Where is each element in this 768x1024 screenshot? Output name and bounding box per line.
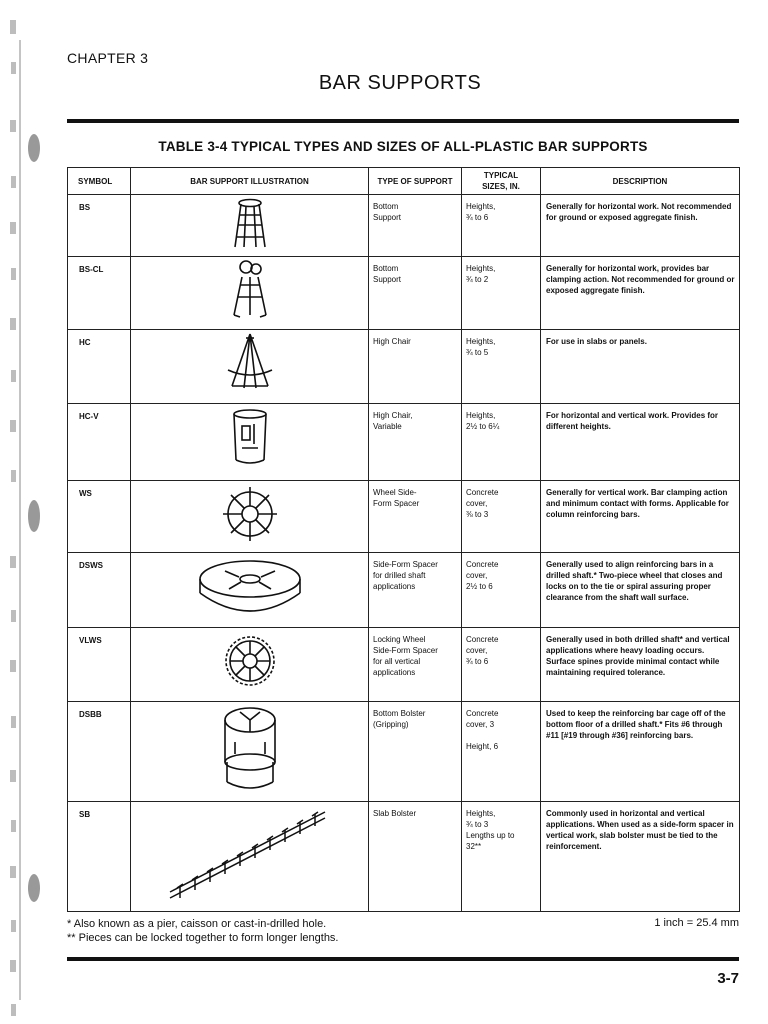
symbol-cell: DSBB [68,702,131,802]
illustration-cell [131,257,369,330]
table-row [68,553,740,628]
variable-high-chair-icon [220,404,280,470]
description-cell: Commonly used in horizontal and vertical applications. When used as a side-form spacer in vertical work, slab bolster must be tied to the reinforcement. [541,802,740,912]
illustration-cell [131,195,369,257]
symbol-cell: SB [68,802,131,912]
illustration-cell [131,481,369,553]
locking-wheel-icon [218,628,282,694]
chapter-label: CHAPTER 3 [67,50,149,66]
illustration-cell [131,628,369,702]
table-row [68,404,740,481]
description-cell: For use in slabs or panels. [541,330,740,404]
unit-conversion: 1 inch = 25.4 mm [654,917,739,929]
sizes-cell: Heights, 2½ to 6¼ [462,404,541,481]
symbol-cell: BS-CL [68,257,131,330]
sizes-cell: Concrete cover, ¾ to 6 [462,628,541,702]
bar-support-table [67,167,740,912]
col-header-sizes: TYPICAL SIZES, IN. [462,168,541,195]
footnote-lengths: ** Pieces can be locked together to form longer lengths. [67,932,339,944]
type-cell: Side-Form Spacer for drilled shaft applications [369,553,462,628]
table-row [68,802,740,912]
sizes-cell: Concrete cover, 2½ to 6 [462,553,541,628]
type-cell: Bottom Support [369,195,462,257]
table-title: TABLE 3-4 TYPICAL TYPES AND SIZES OF ALL-PLASTIC BAR SUPPORTS [158,139,648,154]
gripping-bolster-icon [215,702,285,794]
table-row [68,702,740,802]
type-cell: Slab Bolster [369,802,462,912]
table-row [68,628,740,702]
page-title: BAR SUPPORTS [318,72,482,94]
description-cell: Generally used to align reinforcing bars in a drilled shaft.* Two-piece wheel that closes and locks on to the tie or spiral assuring proper clearance from the shaft wall surface. [541,553,740,628]
sizes-cell: Heights, ¾ to 3 Lengths up to 32** [462,802,541,912]
illustration-cell [131,702,369,802]
description-cell: For horizontal and vertical work. Provides for different heights. [541,404,740,481]
description-cell: Generally for vertical work. Bar clamping action and minimum contact with forms. Applicable for column reinforcing bars. [541,481,740,553]
col-header-description: DESCRIPTION [541,168,740,195]
symbol-cell: BS [68,195,131,257]
description-cell: Generally for horizontal work. Not recommended for ground or exposed aggregate finish. [541,195,740,257]
col-header-type: TYPE OF SUPPORT [369,168,462,195]
sizes-cell: Concrete cover, ⅜ to 3 [462,481,541,553]
symbol-cell: HC [68,330,131,404]
symbol-cell: DSWS [68,553,131,628]
symbol-cell: VLWS [68,628,131,702]
symbol-cell: WS [68,481,131,553]
wheel-spacer-icon [218,481,282,547]
bottom-rule [67,957,739,961]
type-cell: Bottom Bolster (Gripping) [369,702,462,802]
table-row [68,195,740,257]
top-rule [67,119,739,123]
clamping-bottom-support-icon [220,257,280,321]
binder-margin [0,0,40,1024]
type-cell: Wheel Side- Form Spacer [369,481,462,553]
col-header-symbol: SYMBOL [68,168,131,195]
col-header-illustration: BAR SUPPORT ILLUSTRATION [131,168,369,195]
type-cell: Bottom Support [369,257,462,330]
illustration-cell [131,553,369,628]
description-cell: Generally used in both drilled shaft* and vertical applications where heavy loading occurs. Surface spines provide minimal contact while maintaining required tolerance. [541,628,740,702]
illustration-cell [131,330,369,404]
high-chair-icon [220,330,280,396]
drilled-shaft-wheel-icon [195,553,305,619]
symbol-cell: HC-V [68,404,131,481]
footnote-pier: * Also known as a pier, caisson or cast-in-drilled hole. [67,918,327,930]
footnotes [67,917,339,945]
illustration-cell [131,404,369,481]
slab-bolster-icon [165,802,335,902]
table-row [68,330,740,404]
illustration-cell [131,802,369,912]
sizes-cell: Heights, ¾ to 5 [462,330,541,404]
table-row [68,481,740,553]
type-cell: Locking Wheel Side-Form Spacer for all vertical applications [369,628,462,702]
bottom-support-stool-icon [220,195,280,251]
table-header-row [68,168,740,195]
page-number: 3-7 [717,970,739,987]
sizes-cell: Heights, ¾ to 6 [462,195,541,257]
description-cell: Used to keep the reinforcing bar cage off of the bottom floor of a drilled shaft.* Fits #6 through #11 [#19 through #36] reinforcing bars. [541,702,740,802]
sizes-cell: Concrete cover, 3 Height, 6 [462,702,541,802]
type-cell: High Chair [369,330,462,404]
type-cell: High Chair, Variable [369,404,462,481]
table-row [68,257,740,330]
sizes-cell: Heights, ¾ to 2 [462,257,541,330]
description-cell: Generally for horizontal work, provides bar clamping action. Not recommended for ground or exposed aggregate finish. [541,257,740,330]
